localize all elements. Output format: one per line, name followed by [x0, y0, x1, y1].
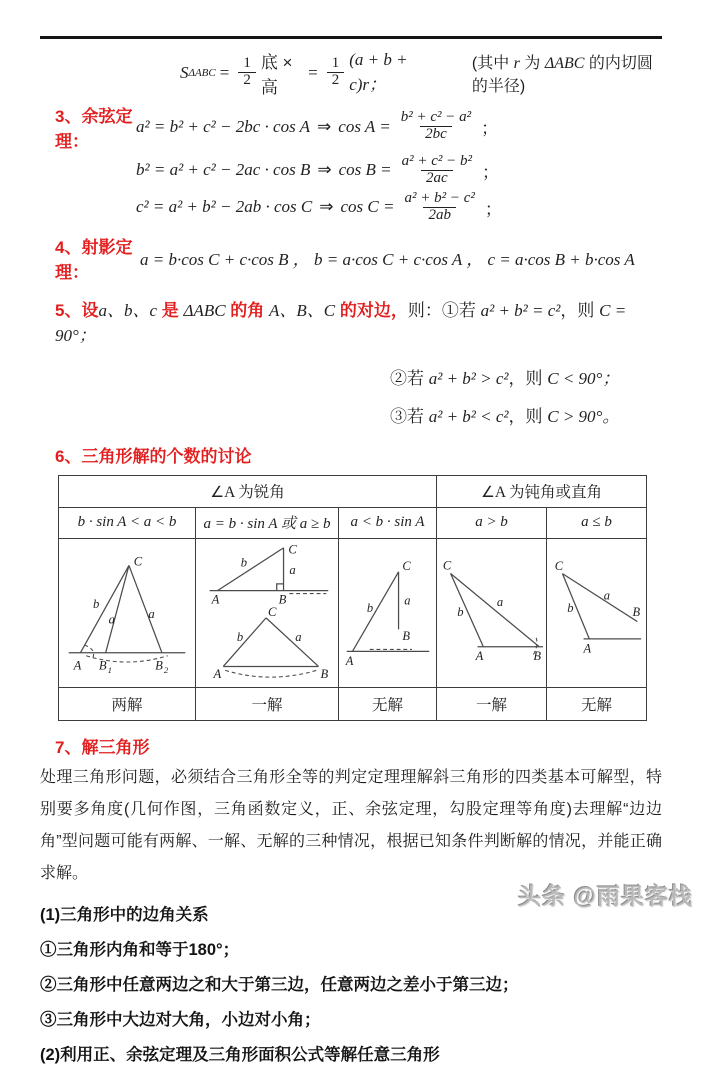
- base-times-height: 底 × 高: [260, 52, 293, 97]
- svg-text:B: B: [154, 657, 163, 672]
- svg-text:B: B: [401, 628, 410, 643]
- svg-text:A: A: [475, 648, 483, 663]
- svg-text:A: A: [583, 640, 591, 655]
- diagram-cell-no-solution-obtuse: [547, 538, 647, 687]
- table-diagram-row: [59, 538, 647, 687]
- law-of-cosines-section: [40, 102, 662, 226]
- svg-text:a: a: [147, 606, 155, 621]
- svg-text:C: C: [267, 604, 276, 619]
- watermark-toutiao-author: 头条 @雨果客栈: [518, 883, 693, 909]
- projection-formula: a = b·cos C + c·cos B ， b = a·cos C + c·cos A ， c = a·cos B + b·cos A: [140, 250, 635, 269]
- svg-text:C: C: [133, 553, 142, 568]
- document-page: [0, 36, 703, 1064]
- cosine-rule-row: b² = a² + c² − 2ac · cos B ⇒ cos B = $\frac{\text{a² + c² − b²}}{2ac}$ ；: [136, 152, 500, 186]
- diagram-cell-no-solution-acute: [339, 538, 437, 687]
- item-2-use-theorems: (2)利用正、余弦定理及三角形面积公式等解任意三角形: [40, 1045, 440, 1064]
- section-7-heading: 7、解三角形: [55, 737, 150, 757]
- svg-text:1: 1: [107, 664, 112, 675]
- incircle-note: (其中 r 为 ΔABC 的内切圆的半径): [471, 54, 653, 95]
- cosine-rule-row: 3、余弦定理： a² = b² + c² − 2bc · cos A ⇒ cos A = $\frac{\text{b² + c² − a²}}{2bc}$ ；: [40, 102, 662, 152]
- result-cell: 两解: [59, 687, 196, 720]
- svg-text:C: C: [287, 542, 297, 557]
- svg-text:B: B: [532, 648, 541, 663]
- condition-cell: b · sin A < a < b: [59, 507, 196, 538]
- svg-text:a: a: [496, 594, 503, 609]
- svg-text:B: B: [319, 666, 328, 681]
- svg-text:A: A: [213, 666, 221, 681]
- section-3-heading: 3、余弦定理：: [55, 106, 133, 151]
- triangle-diagram-obtuse-one-solution: [439, 540, 545, 686]
- svg-text:a: a: [288, 562, 296, 577]
- svg-text:B: B: [632, 604, 640, 619]
- svg-text:C: C: [401, 558, 411, 573]
- cosine-fraction: $\frac{\text{b² + c² − a²}}{2bc}$: [400, 109, 472, 142]
- result-cell: 一解: [196, 687, 339, 720]
- area-symbol: S: [180, 62, 189, 82]
- diagram-cell-one-solution-obtuse: [437, 538, 547, 687]
- svg-text:A: A: [345, 653, 353, 668]
- solution-count-table: [58, 475, 647, 721]
- implies-arrow: ⇒: [319, 197, 334, 217]
- triangle-diagram-right-and-isosceles: [198, 540, 337, 686]
- svg-text:a: a: [108, 612, 115, 627]
- svg-text:a: a: [603, 588, 610, 603]
- triangle-diagram-no-solution: [341, 540, 435, 686]
- area-formula-line: [180, 48, 662, 98]
- subitem-triangle-inequality: ②三角形中任意两边之和大于第三边，任意两边之差小于第三边；: [40, 975, 519, 994]
- svg-text:b: b: [92, 596, 99, 611]
- cosine-fraction: $\frac{\text{a² + b² − c²}}{2ab}$: [404, 189, 475, 223]
- header-obtuse-angle: ∠A 为钝角或直角: [437, 475, 647, 507]
- diagram-cell-two-solutions: [59, 538, 196, 687]
- implies-arrow: ⇒: [317, 160, 332, 180]
- implies-arrow: ⇒: [317, 116, 332, 137]
- table-header-row: [59, 475, 647, 507]
- svg-text:b: b: [366, 600, 373, 615]
- diagram-cell-one-solution-acute: [196, 538, 339, 687]
- svg-text:B: B: [98, 657, 107, 672]
- pythagorean-case-3: ③若 a² + b² < c²，则 C > 90°。: [390, 406, 620, 426]
- svg-text:C: C: [442, 558, 451, 573]
- header-acute-angle: ∠A 为锐角: [59, 475, 437, 507]
- equals-sign: =: [219, 62, 230, 82]
- section-6-heading: 6、三角形解的个数的讨论: [55, 446, 252, 466]
- cosine-rule-row: c² = a² + b² − 2ab · cos C ⇒ cos C = $\frac{\text{a² + b² − c²}}{2ab}$ ；: [136, 189, 502, 223]
- condition-cell: a < b · sin A: [339, 507, 437, 538]
- projection-rule-line: [55, 233, 662, 283]
- result-cell: 无解: [547, 687, 647, 720]
- fraction-one-half: $\frac{1}{2}$: [238, 56, 256, 89]
- svg-text:a: a: [403, 592, 411, 607]
- svg-text:a: a: [294, 629, 302, 644]
- result-cell: 一解: [437, 687, 547, 720]
- subitem-larger-side-larger-angle: ③三角形中大边对大角，小边对小角；: [40, 1010, 321, 1029]
- svg-text:C: C: [554, 558, 563, 573]
- solving-paragraph: 处理三角形问题，必须结合三角形全等的判定定理理解斜三角形的四类基本可解型，特别要多角度(几何作图，三角函数定义，正、余弦定理，勾股定理等角度)去理解“边边角”型问题可能有两解、一解、无解的三种情况，根据已知条件判断解的情况，并能正确求解。: [40, 768, 662, 882]
- cosine-fraction: $\frac{\text{a² + c² − b²}}{2ac}$: [401, 152, 473, 186]
- svg-text:B: B: [278, 591, 286, 606]
- result-cell: 无解: [339, 687, 437, 720]
- triangle-diagram-two-solutions: [61, 540, 194, 686]
- svg-text:b: b: [236, 629, 243, 644]
- table-condition-row: [59, 507, 647, 538]
- fraction-one-half: $\frac{1}{2}$: [327, 56, 345, 89]
- pythagorean-case-2: ②若 a² + b² > c²，则 C < 90°；: [390, 368, 620, 388]
- item-1-side-angle-relations: (1)三角形中的边角关系: [40, 905, 209, 924]
- area-symbol-subscript: ΔABC: [188, 66, 216, 79]
- svg-text:b: b: [456, 604, 464, 619]
- subitem-interior-angle-sum: ①三角形内角和等于180°；: [40, 940, 240, 959]
- table-result-row: [59, 687, 647, 720]
- svg-text:A: A: [211, 591, 219, 606]
- condition-cell: a ≤ b: [547, 507, 647, 538]
- section-4-heading: 4、射影定理：: [55, 237, 133, 282]
- condition-cell: a = b · sin A 或 a ≥ b: [196, 507, 339, 538]
- svg-text:A: A: [73, 657, 81, 672]
- header-divider: [40, 36, 662, 39]
- pythagorean-cases-line-1: 5、设a、b、c 是 ΔABC 的角 A、B、C 的对边，则：①若 a² + b² = c²，则 C = 90°；: [55, 300, 627, 345]
- triangle-diagram-obtuse-no-solution: [549, 540, 645, 686]
- equals-sign: =: [308, 62, 318, 82]
- condition-cell: a > b: [437, 507, 547, 538]
- svg-text:b: b: [566, 600, 573, 615]
- svg-text:b: b: [240, 554, 247, 569]
- incircle-expression: (a + b + c)r；: [349, 50, 408, 94]
- svg-text:2: 2: [163, 664, 168, 675]
